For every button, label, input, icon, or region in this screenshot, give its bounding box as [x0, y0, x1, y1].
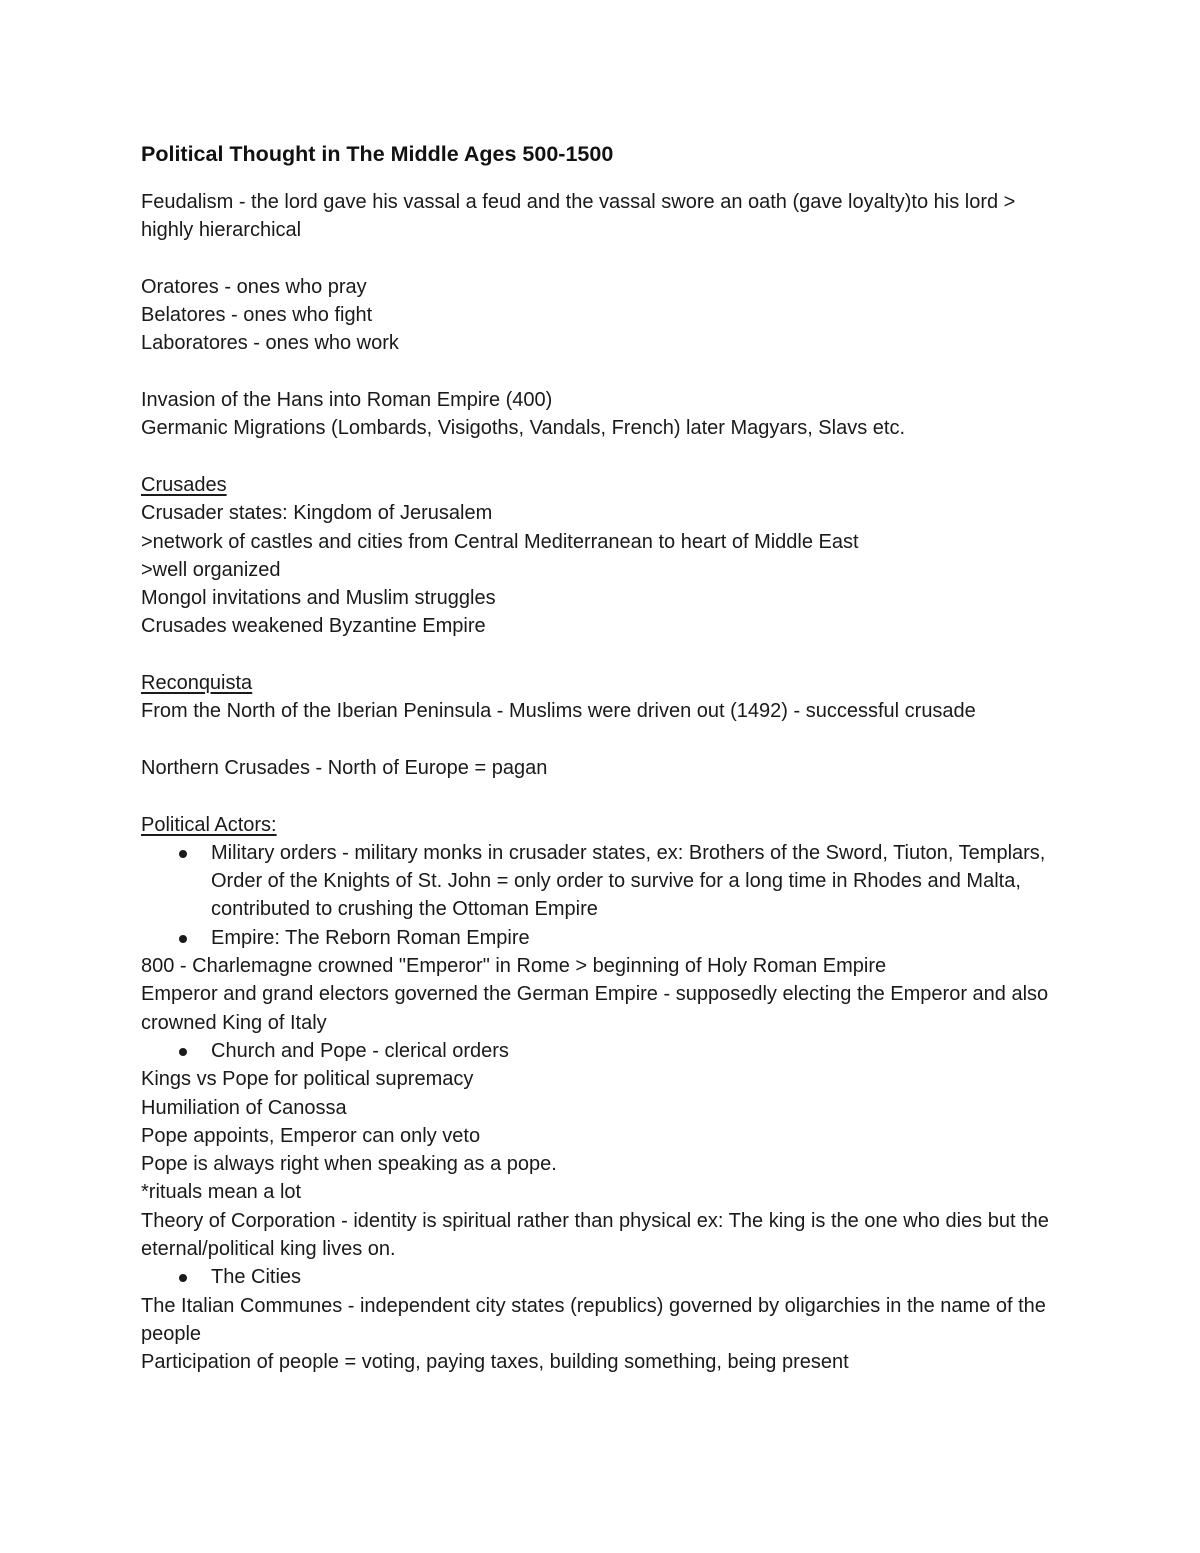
- empire-line: 800 - Charlemagne crowned "Emperor" in Rome > beginning of Holy Roman Empire: [141, 955, 887, 978]
- crusades-heading: Crusades: [141, 473, 227, 496]
- feudalism-paragraph: Feudalism - the lord gave his vassal a feud and the vassal swore an oath (gave loyalty)to his lord > highly hierarchical: [141, 191, 1016, 242]
- empire-line: Emperor and grand electors governed the German Empire - supposedly electing the Emperor and also crowned King of Italy: [141, 983, 1049, 1034]
- spacer: [141, 726, 1071, 754]
- invasion-line: Invasion of the Hans into Roman Empire (400): [141, 389, 553, 412]
- actors-list: [141, 839, 1071, 952]
- crusades-line: Crusades weakened Byzantine Empire: [141, 615, 486, 638]
- church-line: Pope appoints, Emperor can only veto: [141, 1124, 481, 1147]
- orders-line: Oratores - ones who pray: [141, 275, 367, 298]
- reconquista-line: From the North of the Iberian Peninsula - Muslims were driven out (1492) - successful crusade: [141, 700, 976, 723]
- document-page: [141, 139, 1071, 1376]
- spacer: [141, 641, 1071, 669]
- bullet-cities: The Cities: [141, 1263, 1071, 1291]
- church-line: *rituals mean a lot: [141, 1181, 302, 1204]
- orders-line: Belatores - ones who fight: [141, 304, 373, 327]
- spacer: [141, 443, 1071, 471]
- document-title: Political Thought in The Middle Ages 500-1500: [141, 142, 614, 166]
- crusades-line: >well organized: [141, 558, 281, 581]
- church-line: Pope is always right when speaking as a pope.: [141, 1153, 557, 1176]
- bullet-military-orders: Military orders - military monks in crusader states, ex: Brothers of the Sword, Tiuton, Templars, Order of the Knights of St. John = only order to survive for a long time in Rhodes and Malta, contributed to crushing the Ottoman Empire: [141, 839, 1071, 924]
- actors-list: [141, 1037, 1071, 1065]
- cities-line: Participation of people = voting, paying taxes, building something, being present: [141, 1351, 849, 1374]
- bullet-empire: Empire: The Reborn Roman Empire: [141, 924, 1071, 952]
- church-line: Theory of Corporation - identity is spiritual rather than physical ex: The king is the one who dies but the eternal/political king lives on.: [141, 1209, 1049, 1260]
- crusades-line: Crusader states: Kingdom of Jerusalem: [141, 502, 493, 525]
- church-line: Kings vs Pope for political supremacy: [141, 1068, 474, 1091]
- actors-list: [141, 1263, 1071, 1291]
- invasion-line: Germanic Migrations (Lombards, Visigoths, Vandals, French) later Magyars, Slavs etc.: [141, 417, 906, 440]
- church-line: Humiliation of Canossa: [141, 1096, 347, 1119]
- reconquista-heading: Reconquista: [141, 672, 253, 695]
- crusades-line: >network of castles and cities from Central Mediterranean to heart of Middle East: [141, 530, 859, 553]
- cities-line: The Italian Communes - independent city states (republics) governed by oligarchies in the name of the people: [141, 1294, 1046, 1345]
- spacer: [141, 782, 1071, 810]
- bullet-church: Church and Pope - clerical orders: [141, 1037, 1071, 1065]
- northern-crusades-line: Northern Crusades - North of Europe = pagan: [141, 756, 548, 779]
- spacer: [141, 358, 1071, 386]
- crusades-line: Mongol invitations and Muslim struggles: [141, 587, 496, 610]
- political-actors-heading: Political Actors:: [141, 813, 277, 836]
- orders-line: Laboratores - ones who work: [141, 332, 399, 355]
- spacer: [141, 245, 1071, 273]
